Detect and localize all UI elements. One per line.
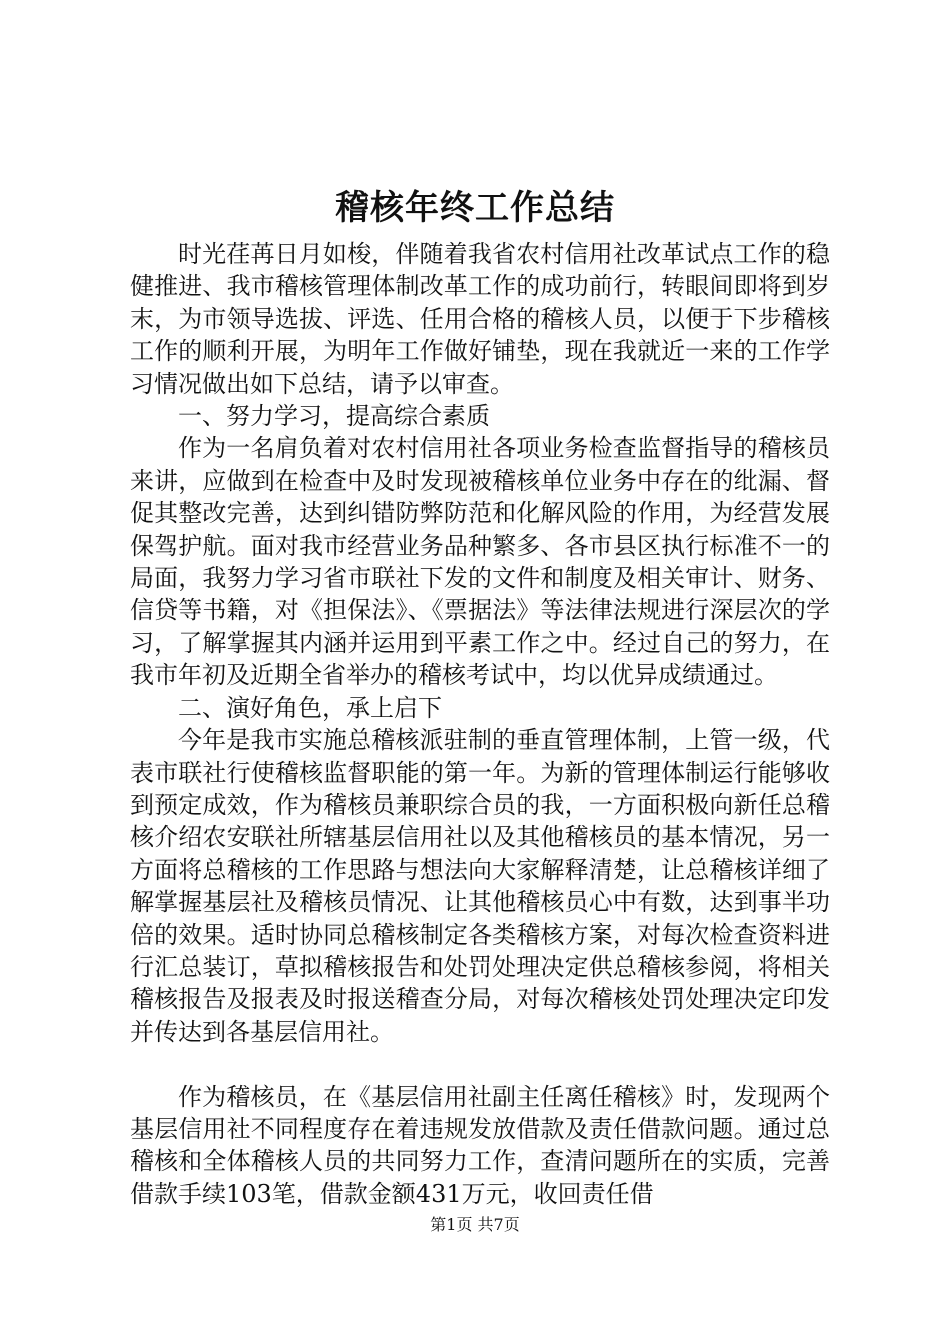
document-body bbox=[130, 238, 830, 1210]
body-paragraph: 作为稽核员，在《基层信用社副主任离任稽核》时，发现两个基层信用社不同程度存在着违规发放借款及责任借款问题。通过总稽核和全体稽核人员的共同努力工作，查清问题所在的实质，完善借款手续103笔，借款金额431万元，收回责任借 bbox=[130, 1082, 830, 1208]
section-heading: 一、努力学习，提高综合素质 bbox=[178, 402, 490, 431]
page-footer: 第1页 共7页 bbox=[430, 1215, 520, 1234]
document-title: 稽核年终工作总结 bbox=[335, 188, 615, 228]
body-paragraph: 今年是我市实施总稽核派驻制的垂直管理体制，上管一级，代表市联社行使稽核监督职能的第一年。为新的管理体制运行能够收到预定成效，作为稽核员兼职综合员的我，一方面积极向新任总稽核介绍农安联社所辖基层信用社以及其他稽核员的基本情况，另一方面将总稽核的工作思路与想法向大家解释清楚，让总稽核详细了解掌握基层社及稽核员情况、让其他稽核员心中有数，达到事半功倍的效果。适时协同总稽核制定各类稽核方案，对每次检查资料进行汇总装订，草拟稽核报告和处罚处理决定供总稽核参阅，将相关稽核报告及报表及时报送稽查分局，对每次稽核处罚处理决定印发并传达到各基层信用社。 bbox=[130, 726, 830, 1046]
body-paragraph: 作为一名肩负着对农村信用社各项业务检查监督指导的稽核员来讲，应做到在检查中及时发现被稽核单位业务中存在的纰漏、督促其整改完善，达到纠错防弊防范和化解风险的作用，为经营发展保驾护航。面对我市经营业务品种繁多、各市县区执行标准不一的局面，我努力学习省市联社下发的文件和制度及相关审计、财务、信贷等书籍，对《担保法》、《票据法》等法律法规进行深层次的学习，了解掌握其内涵并运用到平素工作之中。经过自己的努力，在我市年初及近期全省举办的稽核考试中，均以优异成绩通过。 bbox=[130, 434, 830, 690]
body-paragraph: 时光荏苒日月如梭，伴随着我省农村信用社改革试点工作的稳健推进、我市稽核管理体制改革工作的成功前行，转眼间即将到岁末，为市领导选拔、评选、任用合格的稽核人员，以便于下步稽核工作的顺利开展，为明年工作做好铺垫，现在我就近一来的工作学习情况做出如下总结，请予以审查。 bbox=[130, 240, 830, 398]
section-heading: 二、演好角色，承上启下 bbox=[178, 693, 442, 722]
